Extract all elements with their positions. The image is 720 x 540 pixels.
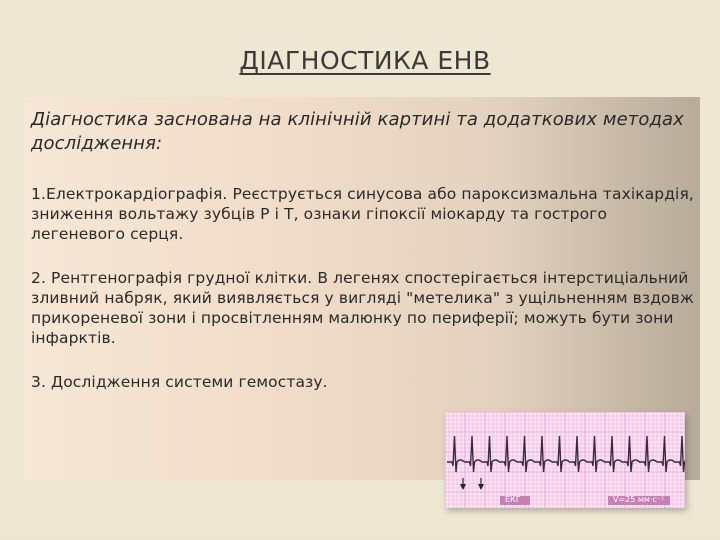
- list-item-hemostasis: 3. Дослідження системи гемостазу.: [31, 373, 328, 391]
- ecg-image: [445, 412, 685, 508]
- ecg-lead-label: ЕКГ: [505, 495, 521, 504]
- ecg-speed-label: V=25 мм·с⁻¹: [613, 495, 665, 504]
- ecg-strip: [445, 412, 685, 508]
- slide-content: [31, 108, 699, 416]
- intro-text: Діагностика заснована на клінічній картині та додаткових методах дослідження:: [31, 109, 684, 154]
- slide-title: ДІАГНОСТИКА ЕНВ: [239, 46, 491, 75]
- list-item-xray: 2. Рентгенографія грудної клітки. В легенях спостерігається інтерстиціальний зливний набряк, який виявляється у вигляді "метелика" з ущільненням вздовж прикореневої зони і просвітленням малюнку по периферії; можуть бути зони інфарктів.: [31, 269, 694, 347]
- list-item-ecg: 1.Електрокардіографія. Реєструється синусова або пароксизмальна тахікардія, зниження вольтажу зубців Р і Т, ознаки гіпоксії міокарду та гострого легеневого серця.: [31, 185, 694, 243]
